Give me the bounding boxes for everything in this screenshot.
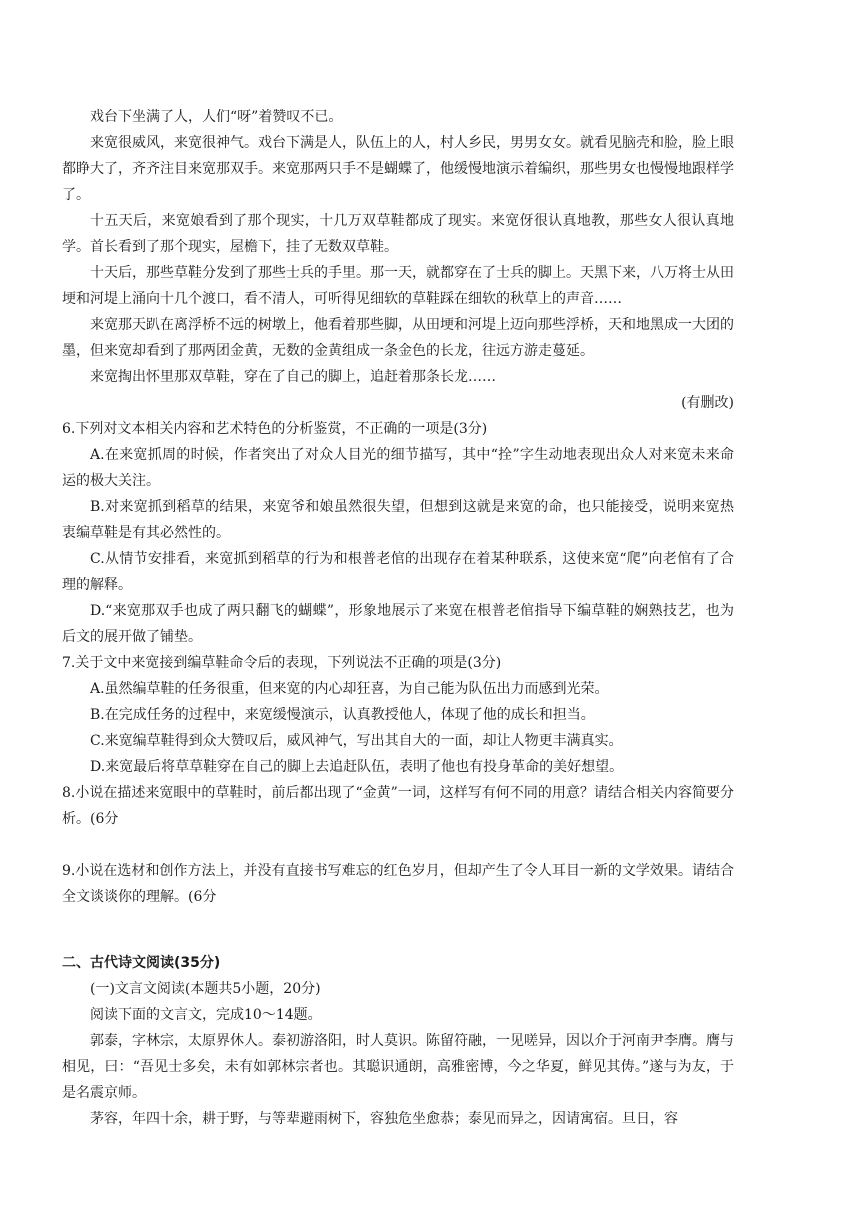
question-6-option-b: B.对来宽抓到稻草的结果，来宽爷和娘虽然很失望，但想到这就是来宽的命，也只能接受，说明来宽热衷编草鞋是有其必然性的。	[62, 499, 734, 541]
question-7-option-c: C.来宽编草鞋得到众大赞叹后，威风神气，写出其自大的一面，却让人物更丰满真实。	[90, 733, 623, 749]
question-7-option-b: B.在完成任务的过程中，来宽缓慢演示，认真教授他人，体现了他的成长和担当。	[90, 707, 595, 723]
question-6-option-d: D.“来宽那双手也成了两只翻飞的蝴蝶”，形象地展示了来宽在根普老倌指导下编草鞋的娴熟技艺，也为后文的展开做了铺垫。	[62, 603, 734, 645]
question-8-stem: 8.小说在描述来宽眼中的草鞋时，前后都出现了“金黄”一词，这样写有何不同的用意？请结合相关内容简要分析。(6分	[62, 785, 734, 827]
question-6-option-a: A.在来宽抓周的时候，作者突出了对众人目光的细节描写，其中“拴”字生动地表现出众人对来宽未来命运的极大关注。	[62, 447, 734, 489]
story-paragraph: 十天后，那些草鞋分发到了那些士兵的手里。那一天，就都穿在了士兵的脚上。天黑下来，八万将士从田埂和河堤上涌向十几个渡口，看不清人，可听得见细软的草鞋踩在细软的秋草上的声音……	[62, 265, 734, 307]
source-note: (有删改)	[681, 395, 734, 411]
section-title: 二、古代诗文阅读(35分)	[62, 955, 221, 971]
question-7-stem: 7.关于文中来宽接到编草鞋命令后的表现，下列说法不正确的项是(3分)	[62, 655, 502, 671]
question-6-stem: 6.下列对文本相关内容和艺术特色的分析鉴赏，不正确的一项是(3分)	[62, 421, 488, 437]
answer-space	[62, 832, 734, 858]
story-paragraph: 来宽很威风，来宽很神气。戏台下满是人，队伍上的人，村人乡民，男男女女。就看见脑壳和脸，脸上眼都睁大了，齐齐注目来宽那双手。来宽那两只手不是蝴蝶了，他缓慢地演示着编织，那些男女也慢慢地跟样学了。	[62, 135, 734, 203]
instruction: 阅读下面的文言文，完成10～14题。	[90, 1007, 322, 1023]
question-7-option-d: D.来宽最后将草草鞋穿在自己的脚上去追赶队伍，表明了他也有投身革命的美好想望。	[90, 759, 624, 775]
question-9-stem: 9.小说在选材和创作方法上，并没有直接书写难忘的红色岁月，但却产生了令人耳目一新的文学效果。请结合全文谈谈你的理解。(6分	[62, 863, 734, 905]
answer-space	[62, 910, 734, 932]
story-paragraph: 来宽掏出怀里那双草鞋，穿在了自己的脚上，追赶着那条长龙……	[90, 369, 496, 385]
story-paragraph: 十五天后，来宽娘看到了那个现实，十几万双草鞋都成了现实。来宽伢很认真地教，那些女人很认真地学。首长看到了那个现实，屋檐下，挂了无数双草鞋。	[62, 213, 734, 255]
question-7-option-a: A.虽然编草鞋的任务很重，但来宽的内心却狂喜，为自己能为队伍出力而感到光荣。	[90, 681, 609, 697]
story-paragraph: 来宽那天趴在离浮桥不远的树墩上，他看着那些脚，从田埂和河堤上迈向那些浮桥，天和地黑成一大团的墨，但来宽却看到了那两团金黄，无数的金黄组成一条金色的长龙，往远方游走蔓延。	[62, 317, 734, 359]
classical-paragraph: 郭泰，字林宗，太原界休人。泰初游洛阳，时人莫识。陈留符融，一见嗟异，因以介于河南尹李膺。膺与相见，曰：“吾见士多矣，未有如郭林宗者也。其聪识通朗，高雅密博，今之华夏，鲜见其俦。”遂与为友，于是名震京师。	[62, 1033, 734, 1101]
story-paragraph: 戏台下坐满了人，人们“呀”着赞叹不已。	[90, 109, 343, 125]
subsection-title: (一)文言文阅读(本题共5小题，20分)	[90, 981, 321, 997]
classical-paragraph: 茅容，年四十余，耕于野，与等辈避雨树下，容独危坐愈恭；泰见而异之，因请寓宿。旦日，容	[90, 1111, 678, 1127]
document-body	[62, 104, 734, 1132]
question-6-option-c: C.从情节安排看，来宽抓到稻草的行为和根普老倌的出现存在着某种联系，这使来宽“爬”向老倌有了合理的解释。	[62, 551, 734, 593]
